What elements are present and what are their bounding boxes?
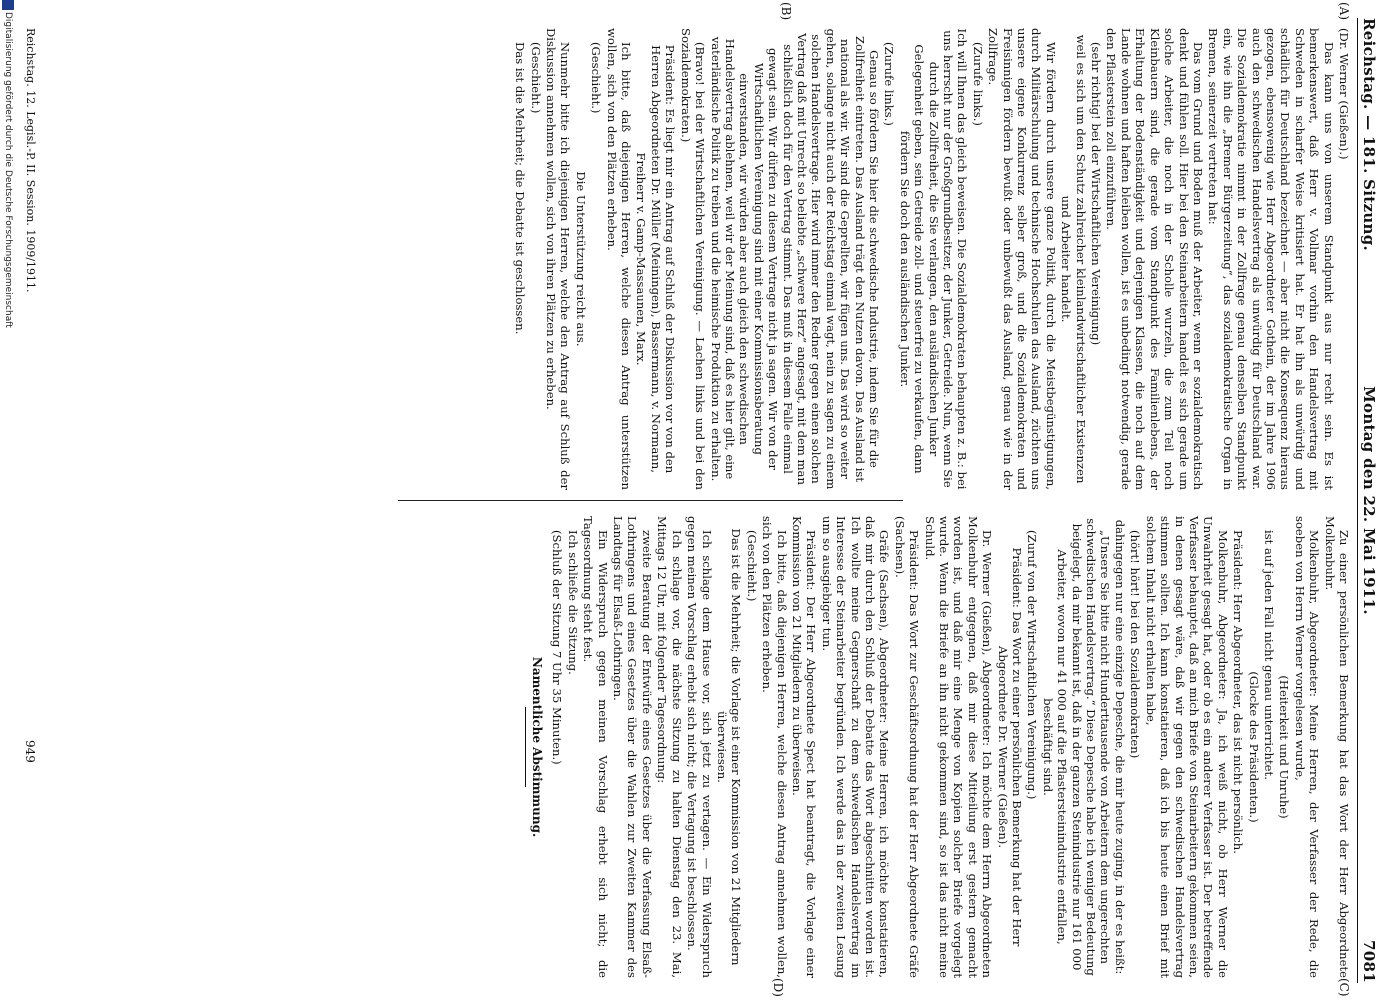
margin-mark-c: (C) xyxy=(1337,978,1351,997)
paragraph: Ich schlage dem Hause vor, sich jetzt zu vertagen. — Ein Widerspruch gegen meinen Vorschlag erhebt sich nicht; die Vertagung ist beschlossen. xyxy=(685,516,714,978)
section-heading: Namentliche Abstimmung. xyxy=(530,656,545,838)
paragraph: dahingegen nur eine einzige Depesche, die mir heute zuging, in der es heißt: „Unsere Sie bitte nicht Hunderttausende von Arbeitern dem ungerechten schwedischen Handelsvertrag.“ Diese Depesche habe ich weniger Bedeutung beigelegt, da mir bekannt ist, daß in der ganzen Steinindustrie nur 161 000 Arbeiter, wovon nur 41 000 auf die Pflastersteinindustrie entfallen, beschäftigt sind. xyxy=(1040,518,1127,976)
page-number-bottom: 949 xyxy=(23,740,37,763)
paragraph: Ein Widerspruch gegen meinen Vorschlag erhebt sich nicht; die Tagesordnung steht fest. xyxy=(581,516,610,978)
paragraph: Präsident: Herr Abgeordneter, das ist nicht persönlich. xyxy=(1231,530,1246,854)
paragraph: Ich bitte, daß diejenigen Herren, welche diesen Antrag annehmen wollen, sich von den Plätzen erheben. xyxy=(760,516,789,978)
paragraph: weil es sich um den Schutz zahlreicher kleinlandwirtschaftlicher Existenzen und Arbeiter handelt. xyxy=(1059,34,1088,484)
paragraph: Das ist die Mehrheit; die Vorlage ist einer Kommission von 21 Mitgliedern überwiesen. xyxy=(714,528,744,966)
margin-mark-a: (A) xyxy=(1337,2,1351,21)
paragraph: Präsident: Das Wort zu einer persönlichen Bemerkung hat der Herr Abgeordnete Dr. Werner (Gießen). xyxy=(995,547,1025,947)
paragraph: (Schluß der Sitzung 7 Uhr 35 Minuten.) xyxy=(550,530,565,765)
footer-left: Reichstag. 12. Legisl.-P. II. Session. 1909/1911. xyxy=(24,28,37,293)
paragraph: Das kann uns von unserem Standpunkt aus nur recht sein. Es ist bemerkenswert, daß Herr v. Vollmar vorhin den Handelsvertrag mit Schweden in scharfer Weise kritisiert hat. Er hat ihn als unwürdig und schädlich für Deutschland bezeichnet — aber nicht die Konsequenz hieraus gezogen, ebensowenig wie Herr Abgeordneter Gothein, der im Jahre 1906 auch den schwedischen Handelsvertrag als unwürdig für Deutschland war. Die Sozialdemokratie nimmt in der Zollfrage genau denselben Standpunkt ein, wie ihn die „Bremer Bürgerzeitung“, das sozialdemokratische Organ in Bremen, seinerzeit vertreten hat: xyxy=(1206,28,1336,490)
heading-rule xyxy=(525,707,526,787)
paragraph: (Glocke des Präsidenten.) xyxy=(1246,671,1261,823)
paragraph: (Zurufe links.) xyxy=(970,42,985,126)
paragraph: Ich will Ihnen das gleich beweisen. Die Sozialdemokraten behaupten z. B.: bei uns herrscht nur der Großgrundbesitzer, der Junker, Getreide. Nun, wenn Sie durch die Zollfreiheit, die Sie verlangen, den ausländischen Junker Gelegenheit geben, sein Getreide zoll- und steuerfrei zu verkaufen, dann fördern Sie doch den ausländischen Junker. xyxy=(897,28,970,490)
page-number-top: 7081 xyxy=(1360,940,1378,983)
paragraph: zweite Beratung der Entwürfe eines Gesetzes über die Verfassung Elsaß-Lothringens und eines Gesetzes über die Wahlen zur Zweiten Kammer des Landtags für Elsaß-Lothringen. xyxy=(611,516,654,978)
paragraph: Präsident: Es liegt mir ein Antrag auf Schluß der Diskussion vor von den Herren Abgeordneten Dr. Müller (Meiningen), Bassermann, v. Normann, Freiherr v. Gamp-Massaunen, Marx. xyxy=(634,44,678,474)
paragraph: (Geschieht.) xyxy=(589,42,604,114)
paragraph: Das ist die Mehrheit; die Debatte ist geschlossen. xyxy=(513,42,528,335)
header-date: Montag den 22. Mai 1911. xyxy=(1360,386,1378,615)
column-divider xyxy=(398,500,903,501)
margin-mark-b: (B) xyxy=(779,2,793,21)
paragraph: Nunmehr bitte ich diejenigen Herren, welche den Antrag auf Schluß der Diskussion annehmen wollen, sich von ihren Plätzen zu erheben. xyxy=(544,28,573,490)
paragraph: (Zurufe links.) xyxy=(882,42,897,126)
paragraph: Genau so fördern Sie hier die schwedische Industrie, indem Sie für die Zollfreiheit eintreten. Das Ausland trägt den Nutzen davon. Das Ausland ist national als wir. Wir sind die Geprellten, wir fügen uns. Das wird so weiter gehen, solange nicht auch der Reichstag einmal wagt, nein zu sagen zu einem solchen Handelsvertrage. Hier wird immer den Redner gegen einen solchen Vertrag daß mit Unrecht so beliebte „schwere Herz“ angesagt, mit dem man schließlich doch für den Vertrag stimmt. Das muß in diesem Falle einmal gewagt sein. Wir dürfen zu diesem Vertrage nicht ja sagen. Wir von der Wirtschaftlichen Vereinigung sind mit einer Kommissionsberatung einverstanden, wir würden aber auch gleich den schwedischen Handelsvertrag ablehnen, weil wir der Meinung sind, daß es hier gilt, eine vaterländische Politik zu treiben und die heimische Produktion zu erhalten. xyxy=(708,28,881,490)
paragraph: Die Unterstützung reicht aus. xyxy=(573,171,588,347)
paragraph: (sehr richtig! bei der Wirtschaftlichen Vereinigung) xyxy=(1089,42,1104,346)
paragraph: Molkenbuhr, Abgeordneter: Meine Herren, der Verfasser der Rede, die soeben von Herrn Werner vorgelesen wurde, xyxy=(1292,516,1322,978)
paragraph: Ich schließe die Sitzung. xyxy=(565,530,580,675)
margin-mark-d: (D) xyxy=(771,978,785,997)
paragraph: Präsident: Das Wort zur Geschäftsordnung hat der Herr Abgeordnete Gräfe (Sachsen). xyxy=(892,516,922,978)
left-column xyxy=(512,28,1351,490)
page-header xyxy=(1357,18,1383,983)
paragraph: (Zuruf von der Wirtschaftlichen Vereinigung.) xyxy=(1025,530,1040,800)
paragraph: Ich bitte, daß diejenigen Herren, welche diesen Antrag unterstützen wollen, sich von den Plätzen erheben. xyxy=(604,28,634,490)
paragraph: Wir fördern durch unsere ganze Politik, durch die Meistbegünstigungen, durch Militärschulung und technische Hochschulen das Ausland, züchten uns unsere eigene Konkurrenz selber groß, und die Sozialdemokraten und Freisinnigen fördern bewußt oder unbewußt das Ausland, genau wie in der Zollfrage. xyxy=(986,28,1058,490)
digitization-note xyxy=(0,0,14,1000)
paragraph: (Geschieht.) xyxy=(744,530,759,602)
paragraph: Gräfe (Sachsen), Abgeordneter: Meine Herren, ich möchte konstatieren, daß mir durch den Schluß der Debatte das Wort abgeschnitten worden ist. Ich wollte meine Gegnerschaft zu dem schwedischen Handelsvertrag im Interesse der Steinarbeiter begründen. Ich werde das in der zweiten Lesung um so ausgiebiger tun. xyxy=(819,516,892,978)
paragraph: Präsident: Der Herr Abgeordnete Spect hat beantragt, die Vorlage einer Kommission von 21 Mitgliedern zu überweisen. xyxy=(789,516,819,978)
header-left: Reichstag. — 181. Sitzung. xyxy=(1360,18,1378,252)
paragraph: Das vom Grund und Boden muß der Arbeiter, wenn er sozialdemokratisch denkt und fühlen soll. Hier bei den Steinarbeitern handelt es sich gerade um solche Arbeiter, die noch in der Scholle wurzeln, die zum Teil noch Kleinbauern sind, die gerade vom Standpunkt des Familienlebens, der Erhaltung der Bodenständigkeit und derjenigen Klassen, die noch auf dem Lande wohnen und haften bleiben wollen, ist es unbedingt notwendig, gerade den Pflasterstein zoll einzuführen. xyxy=(1104,28,1205,490)
paragraph: Dr. Werner (Gießen), Abgeordneter: Ich möchte dem Herrn Abgeordneten Molkenbuhr entgegnen, daß mir diese Mitteilung erst gestern gemacht worden ist, und daß mir eine Menge von Kopien solcher Briefe vorgelegt wurde. Wenn die Briefe an ihn nicht gekommen sind, so ist das nicht meine Schuld. xyxy=(922,516,995,978)
paragraph: Zu einer persönlichen Bemerkung hat das Wort der Herr Abgeordnete Molkenbuhr. xyxy=(1322,516,1351,978)
paragraph: (Dr. Werner (Gießen).) xyxy=(1337,28,1351,160)
dfg-logo xyxy=(2,0,14,10)
paragraph: (hört! hört! bei den Sozialdemokraten) xyxy=(1128,530,1143,759)
paragraph: (Heiterkeit und Unruhe) xyxy=(1277,675,1292,819)
paragraph: (Bravo! bei der Wirtschaftlichen Vereinigung. — Lachen links und bei den Sozialdemokraten.) xyxy=(678,28,708,490)
right-column xyxy=(525,516,1351,978)
paragraph: (Geschieht.) xyxy=(528,42,543,114)
digitization-text: Digitalisierung gefördert durch die Deutsche Forschungsgemeinschaft xyxy=(3,12,13,328)
paragraph: Molkenbuhr, Abgeordneter: Ja, ich weiß nicht, ob Herr Werner die Unwahrheit gesagt hat, oder ob es ein anderer Verfasser ist. Der betreffende Verfasser behauptet, daß an mich Briefe von Steinarbeitern gekommen seien, in denen gesagt wäre, daß wir gegen den schwedischen Handelsvertrag stimmen sollten. Ich kann konstatieren, daß ich bis heute einen Brief mit solchem Inhalt nicht erhalten habe, xyxy=(1143,516,1230,978)
paragraph: ist auf jeden Fall nicht genau unterrichtet. xyxy=(1261,530,1276,780)
paragraph: Ich schlage vor, die nächste Sitzung zu halten Dienstag den 23. Mai, Mittags 12 Uhr, mit folgender Tagesordnung: xyxy=(655,516,684,978)
